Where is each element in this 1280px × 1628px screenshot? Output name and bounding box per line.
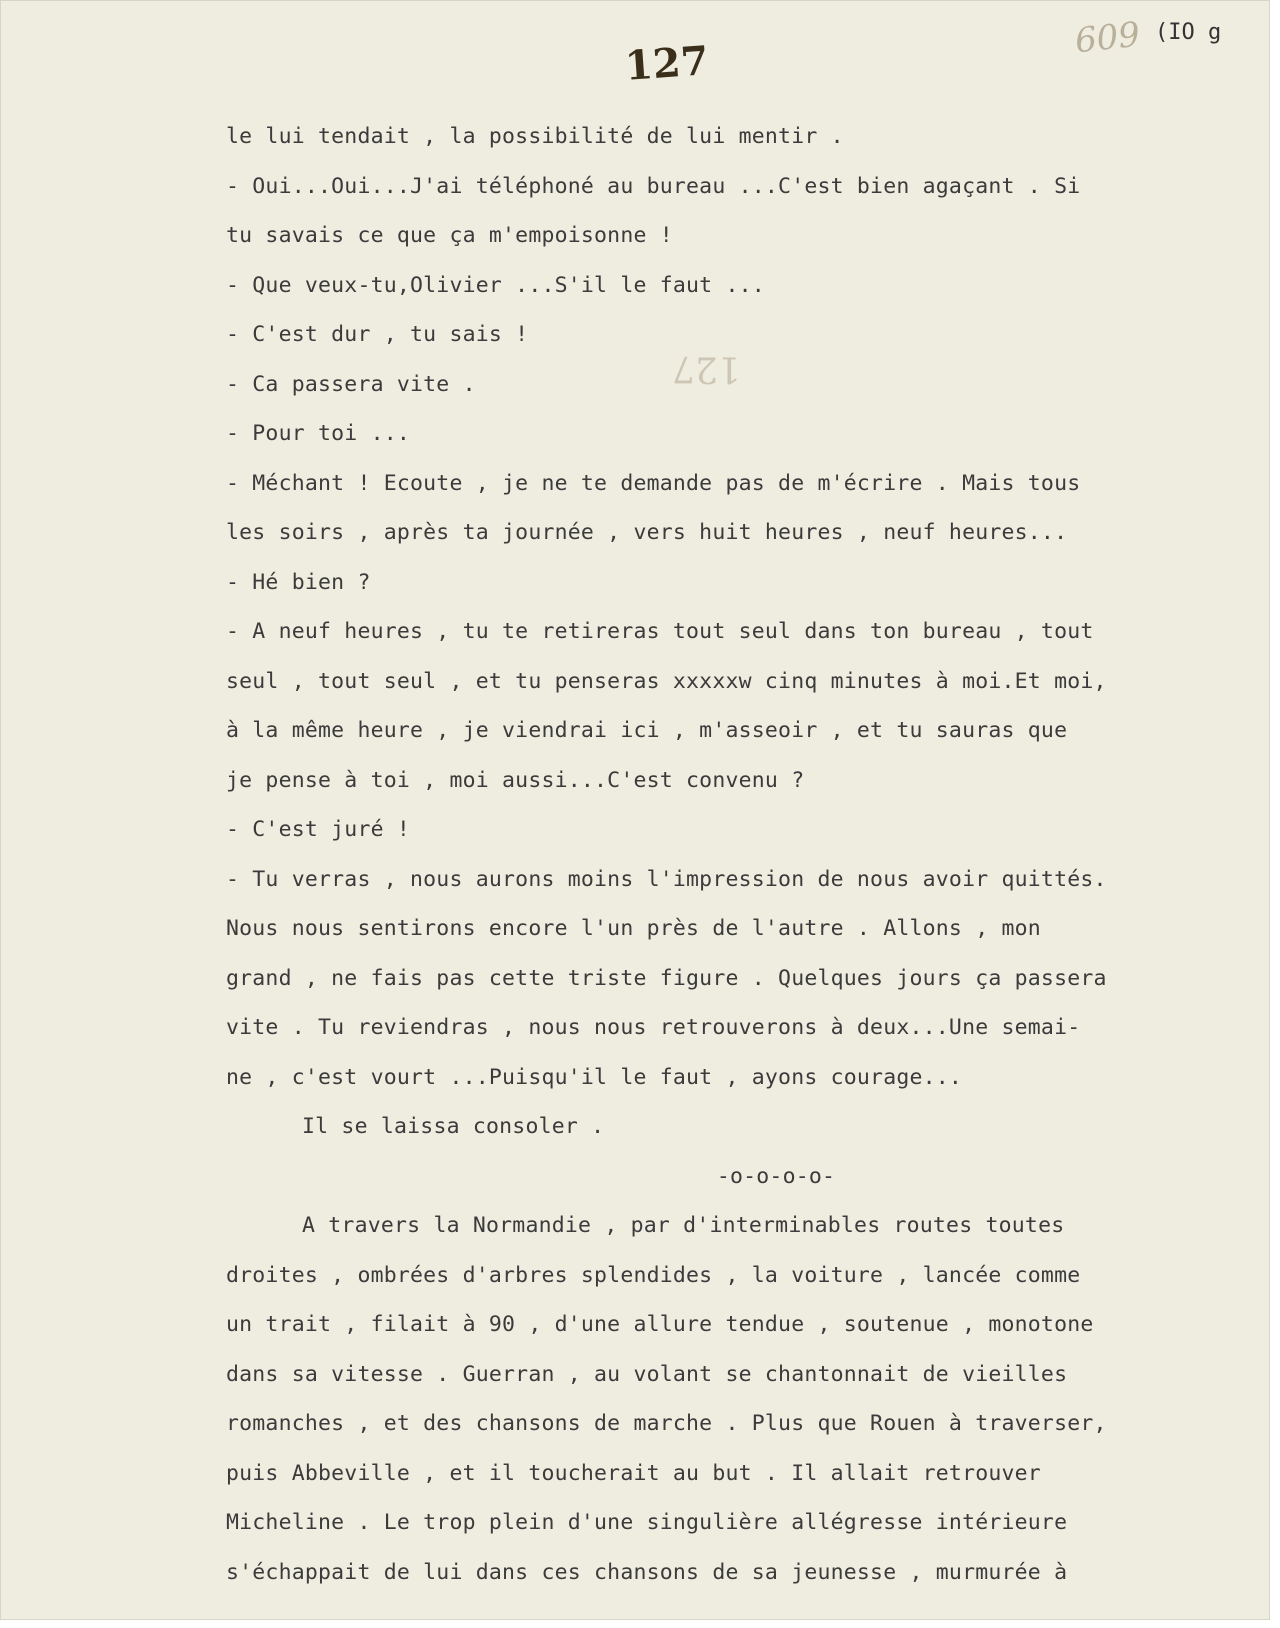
text-line: romanches , et des chansons de marche . Plus que Rouen à traverser, bbox=[226, 1411, 1107, 1436]
text-line: puis Abbeville , et il toucherait au but . Il allait retrouver bbox=[226, 1460, 1041, 1486]
text-line: grand , ne fais pas cette triste figure . Quelques jours ça passera bbox=[226, 965, 1107, 991]
text-line: seul , tout seul , et tu penseras xxxxxw cinq minutes à moi.Et moi, bbox=[226, 668, 1107, 694]
text-line: tu savais ce que ça m'empoisonne ! bbox=[226, 223, 673, 248]
archive-number: 609 bbox=[1073, 14, 1142, 62]
text-line: s'échappait de lui dans ces chansons de sa jeunesse , murmurée à bbox=[226, 1559, 1068, 1585]
text-line: - Pour toi ... bbox=[226, 421, 411, 446]
text-line: - Hé bien ? bbox=[226, 569, 371, 595]
page-folio-number: 127 bbox=[623, 37, 711, 90]
text-line: - C'est juré ! bbox=[226, 817, 411, 842]
text-line: à la même heure , je viendrai ici , m'asseoir , et tu sauras que bbox=[226, 718, 1068, 743]
section-separator: -o-o-o-o- bbox=[716, 1163, 836, 1189]
corner-note: (IO g bbox=[1155, 20, 1222, 45]
text-line: dans sa vitesse . Guerran , au volant se chantonnait de vieilles bbox=[226, 1361, 1068, 1387]
text-line: je pense à toi , moi aussi...C'est convenu ? bbox=[226, 767, 805, 793]
text-line: A travers la Normandie , par d'interminables routes toutes bbox=[302, 1213, 1065, 1238]
text-line: vite . Tu reviendras , nous nous retrouverons à deux...Une semai- bbox=[226, 1015, 1081, 1040]
text-line: Nous nous sentirons encore l'un près de l'autre . Allons , mon bbox=[226, 916, 1041, 941]
text-line: - Que veux-tu,Olivier ...S'il le faut ... bbox=[226, 272, 765, 298]
text-line: - C'est dur , tu sais ! bbox=[226, 322, 529, 347]
text-line: - Tu verras , nous aurons moins l'impression de nous avoir quittés. bbox=[226, 866, 1107, 892]
text-line: - Ca passera vite . bbox=[226, 371, 476, 397]
typewritten-text bbox=[226, 112, 1246, 1597]
text-line: les soirs , après ta journée , vers huit heures , neuf heures... bbox=[226, 520, 1068, 545]
text-line: - A neuf heures , tu te retireras tout seul dans ton bureau , tout bbox=[226, 619, 1094, 644]
text-line: Micheline . Le trop plein d'une singulière allégresse intérieure bbox=[226, 1510, 1068, 1535]
text-line: - Oui...Oui...J'ai téléphoné au bureau ...C'est bien agaçant . Si bbox=[226, 173, 1081, 199]
text-line: ne , c'est vourt ...Puisqu'il le faut , ayons courage... bbox=[226, 1064, 963, 1090]
text-line: un trait , filait à 90 , d'une allure tendue , soutenue , monotone bbox=[226, 1312, 1094, 1337]
bleed-through-number: 127 bbox=[672, 348, 741, 389]
text-line: droites , ombrées d'arbres splendides , la voiture , lancée comme bbox=[226, 1262, 1081, 1288]
text-line: le lui tendait , la possibilité de lui mentir . bbox=[226, 124, 844, 149]
text-line: Il se laissa consoler . bbox=[302, 1114, 605, 1139]
text-line: - Méchant ! Ecoute , je ne te demande pas de m'écrire . Mais tous bbox=[226, 470, 1081, 496]
